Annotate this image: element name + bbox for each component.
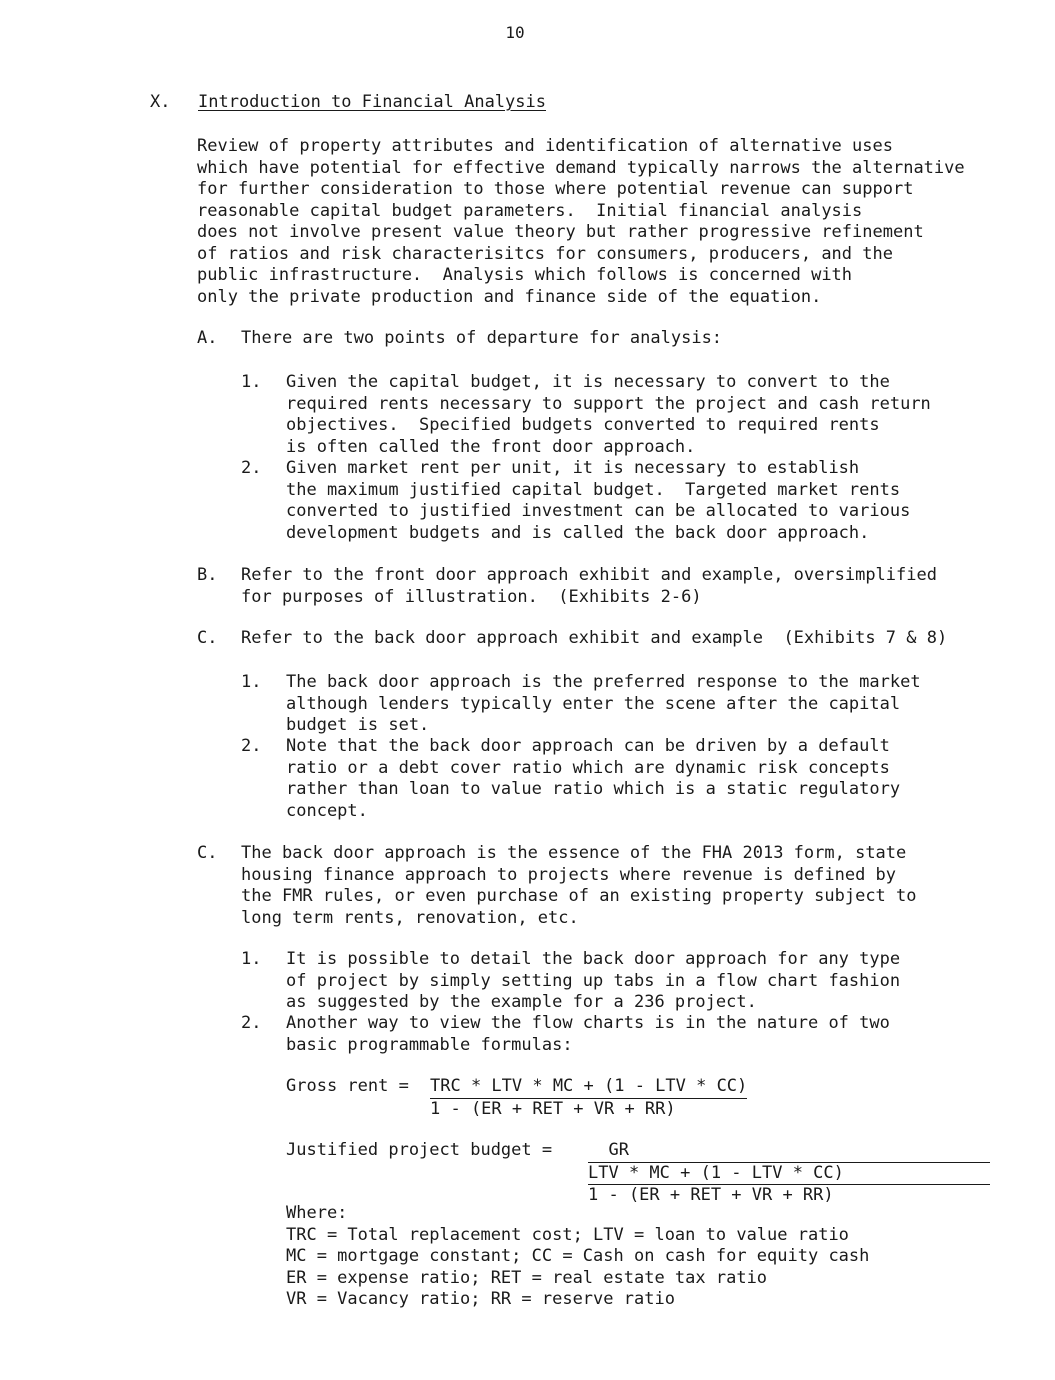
definition-line: MC = mortgage constant; CC = Cash on cash for equity cash: [286, 1246, 870, 1266]
item-line: basic programmable formulas:: [286, 1034, 573, 1055]
item-line: The back door approach is the preferred response to the market: [286, 672, 921, 692]
item-label: A.: [197, 328, 218, 348]
item-line: The back door approach is the essence of the FHA 2013 form, state: [241, 843, 907, 863]
intro-line: reasonable capital budget parameters. Initial financial analysis: [197, 200, 863, 221]
definition-line: TRC = Total replacement cost; LTV = loan to value ratio: [286, 1224, 849, 1245]
gross-rent-fraction: [430, 1076, 747, 1120]
formula-denominator: 1 - (ER + RET + VR + RR): [430, 1098, 676, 1119]
item-line: of project by simply setting up tabs in a flow chart fashion: [286, 970, 901, 991]
intro-line: of ratios and risk characterisitcs for consumers, producers, and the: [197, 243, 893, 264]
item-label: 1.: [241, 672, 262, 692]
item-line: It is possible to detail the back door approach for any type: [286, 949, 901, 969]
item-line: housing finance approach to projects where revenue is defined by: [241, 864, 897, 885]
section-heading: [150, 92, 546, 114]
item-line: for purposes of illustration. (Exhibits 2-6): [241, 586, 702, 607]
formula-middle: LTV * MC + (1 - LTV * CC): [588, 1163, 990, 1186]
formula-numerator: TRC * LTV * MC + (1 - LTV * CC): [430, 1076, 747, 1099]
item-line: objectives. Specified budgets converted to required rents: [286, 415, 880, 435]
item-label: 2.: [241, 736, 262, 756]
variable-definitions: [286, 1203, 869, 1311]
intro-line: only the private production and finance side of the equation.: [197, 286, 822, 307]
page-number: 10: [505, 23, 525, 42]
formula-numerator: GR: [588, 1140, 990, 1163]
definition-line: ER = expense ratio; RET = real estate tax ratio: [286, 1267, 768, 1288]
item-line: is often called the front door approach.: [286, 436, 696, 457]
item-line: converted to justified investment can be allocated to various: [286, 501, 911, 521]
item-line: development budgets and is called the back door approach.: [286, 522, 870, 543]
item-label: C.: [197, 628, 218, 648]
section-title: Introduction to Financial Analysis: [198, 92, 546, 112]
item-text: Refer to the back door approach exhibit and example (Exhibits 7 & 8): [241, 628, 948, 648]
intro-line: for further consideration to those where potential revenue can support: [197, 179, 914, 199]
gross-rent-formula: [286, 1076, 409, 1098]
intro-line: Review of property attributes and identification of alternative uses: [197, 136, 893, 156]
item-line: Given market rent per unit, it is necessary to establish: [286, 458, 860, 478]
item-label: 2.: [241, 458, 262, 478]
intro-line: which have potential for effective demand typically narrows the alternative: [197, 157, 965, 178]
formula-label: Justified project budget =: [286, 1140, 553, 1160]
item-line: the maximum justified capital budget. Targeted market rents: [286, 479, 901, 500]
intro-paragraph: [197, 136, 1037, 308]
formula-denominator: 1 - (ER + RET + VR + RR): [588, 1185, 834, 1205]
definition-line: VR = Vacancy ratio; RR = reserve ratio: [286, 1289, 675, 1309]
item-label: B.: [197, 565, 218, 585]
item-line: the FMR rules, or even purchase of an existing property subject to: [241, 886, 917, 906]
budget-fraction: [588, 1140, 990, 1207]
item-line: long term rents, renovation, etc.: [241, 907, 579, 928]
item-line: Refer to the front door approach exhibit and example, oversimplified: [241, 565, 937, 585]
item-line: Note that the back door approach can be driven by a default: [286, 736, 890, 756]
section-number: X.: [150, 92, 171, 112]
intro-line: public infrastructure. Analysis which follows is concerned with: [197, 265, 853, 285]
item-line: although lenders typically enter the scene after the capital: [286, 693, 901, 714]
item-line: ratio or a debt cover ratio which are dynamic risk concepts: [286, 757, 890, 778]
item-line: Another way to view the flow charts is in the nature of two: [286, 1013, 890, 1033]
budget-formula: [286, 1140, 552, 1162]
item-label: C.: [197, 843, 218, 863]
intro-line: does not involve present value theory but rather progressive refinement: [197, 222, 924, 242]
item-line: rather than loan to value ratio which is a static regulatory: [286, 779, 901, 799]
item-line: required rents necessary to support the project and cash return: [286, 393, 931, 414]
item-line: Given the capital budget, it is necessary to convert to the: [286, 372, 890, 392]
item-label: 2.: [241, 1013, 262, 1033]
item-line: concept.: [286, 800, 368, 821]
formula-label: Gross rent =: [286, 1076, 409, 1096]
item-line: budget is set.: [286, 715, 430, 735]
item-line: as suggested by the example for a 236 project.: [286, 992, 757, 1012]
where-heading: Where:: [286, 1203, 348, 1223]
item-label: 1.: [241, 949, 262, 969]
item-label: 1.: [241, 372, 262, 392]
item-text: There are two points of departure for analysis:: [241, 328, 723, 348]
